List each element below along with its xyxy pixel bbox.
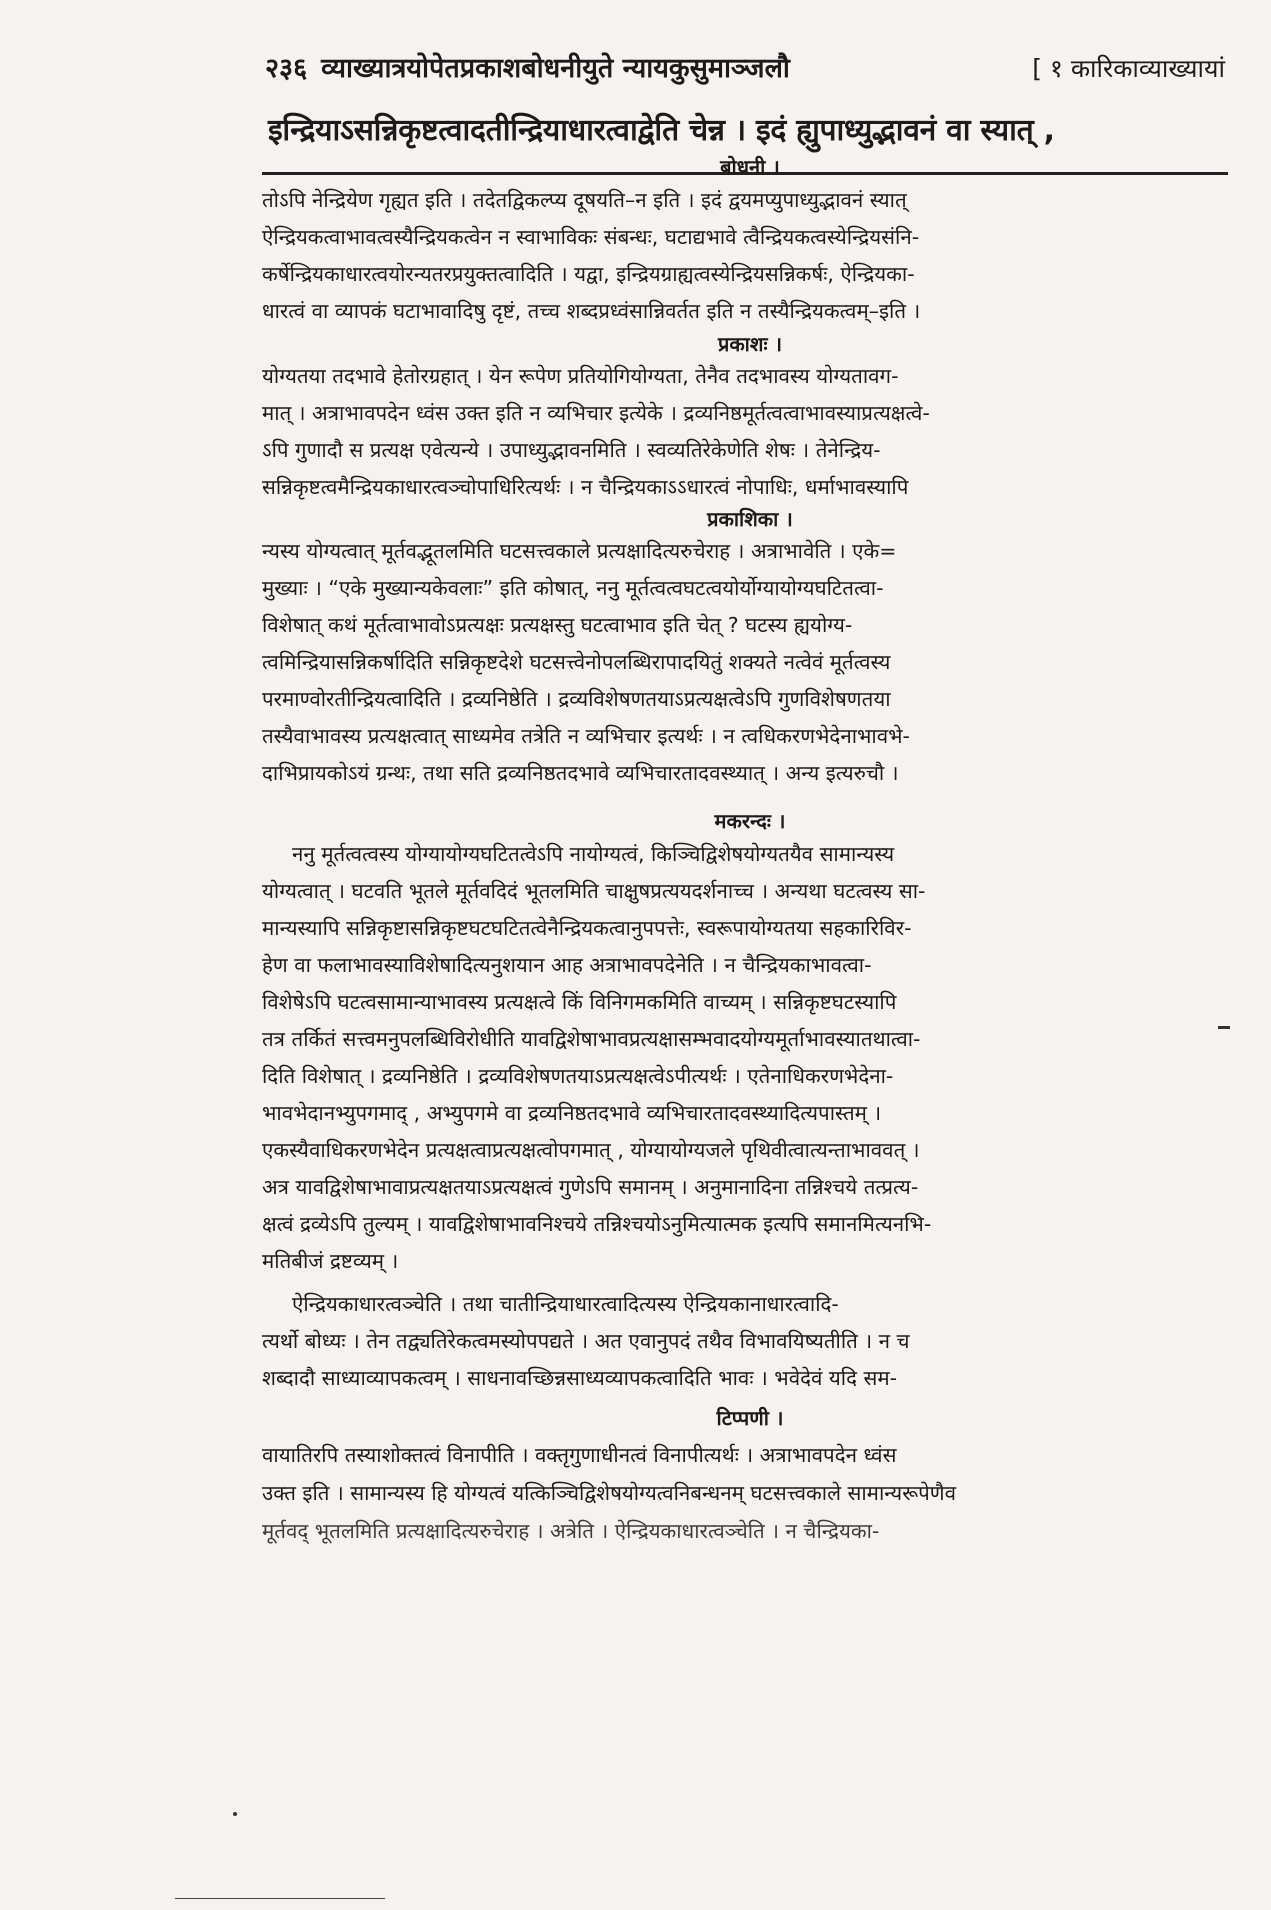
commentary-line: शब्दादौ साध्याव्यापकत्वम् । साधनावच्छिन्नसाध्यव्यापकत्वादिति भावः । भवेदेवं यदि सम-	[262, 1366, 898, 1390]
commentary-line: भावभेदानभ्युपगमाद् , अभ्युपगमे वा द्रव्यनिष्ठतदभावे व्यभिचारतादवस्थ्यादित्यपास्तम् ।	[262, 1101, 882, 1125]
commentary-line: विशेषात् कथं मूर्तत्वाभावोऽप्रत्यक्षः प्रत्यक्षस्तु घटत्वाभाव इति चेत् ? घटस्य ह्ययोग्य-	[262, 613, 853, 637]
commentary-line: सन्निकृष्टत्वमैन्द्रियकाधारत्वञ्चोपाधिरित्यर्थः । न चैन्द्रियकाऽऽधारत्वं नोपाधिः, धर्माभावस्यापि	[262, 475, 909, 499]
prakashika-commentary	[262, 533, 1222, 792]
commentary-line: उक्त इति । सामान्यस्य हि योग्यत्वं यत्किञ्चिद्विशेषयोग्यत्वनिबन्धनम् घटसत्त्वकाले सामान्यरूपेणैव	[262, 1481, 956, 1505]
commentary-line: ऽपि गुणादौ स प्रत्यक्ष एवेत्यन्ये । उपाध्युद्भावनमिति । स्वव्यतिरेकेणेति शेषः । तेनेन्द्रिय-	[262, 438, 881, 462]
makaranda-heading: मकरन्दः ।	[714, 809, 786, 833]
commentary-line: त्यर्थो बोध्यः । तेन तद्व्यतिरेकत्वमस्योपपद्यते । अत एवानुपदं तथैव विभावयिष्यतीति । न च	[262, 1329, 910, 1353]
margin-dot	[233, 1812, 237, 1816]
tippani-heading: टिप्पणी ।	[716, 1406, 784, 1430]
commentary-line: हेण वा फलाभावस्याविशेषादित्यनुशयान आह अत्राभावपदेनेति । न चैन्द्रियकाभावत्वा-	[262, 953, 872, 977]
section-reference: [ १ कारिकाव्याख्यायां	[1032, 54, 1225, 83]
makaranda-commentary	[262, 836, 1222, 1397]
commentary-line: योग्यतया तदभावे हेतोरग्रहात् । येन रूपेण प्रतियोगियोग्यता, तेनैव तदभावस्य योग्यतावग-	[262, 364, 899, 388]
commentary-line: एकस्यैवाधिकरणभेदेन प्रत्यक्षत्वाप्रत्यक्षत्वोपगमात् , योग्यायोग्यजले पृथिवीत्वात्यन्ताभाववत् ।	[262, 1138, 920, 1162]
page-header	[265, 48, 1225, 85]
commentary-line: मात् । अत्राभावपदेन ध्वंस उक्त इति न व्यभिचार इत्येके । द्रव्यनिष्ठमूर्तत्वत्वाभावस्याप्रत्यक्षत्वे-	[262, 401, 930, 425]
commentary-line: तोऽपि नेन्द्रियेण गृह्यत इति । तदेतद्विकल्प्य दूषयति–न इति । इदं द्वयमप्युपाध्युद्भावनं स्यात्	[262, 188, 907, 212]
commentary-line: तत्र तर्कितं सत्त्वमनुपलब्धिविरोधीति यावद्विशेषाभावप्रत्यक्षासम्भवादयोग्यमूर्ताभावस्यातथात्वा-	[262, 1027, 921, 1051]
commentary-line: तस्यैवाभावस्य प्रत्यक्षत्वात् साध्यमेव तत्रेति न व्यभिचार इत्यर्थः । न त्वधिकरणभेदेनाभावभे-	[262, 724, 910, 748]
commentary-line: क्षत्वं द्रव्येऽपि तुल्यम् । यावद्विशेषाभावनिश्चये तन्निश्चयोऽनुमित्यात्मक इत्यपि समानमित्यनभि-	[262, 1212, 932, 1236]
bodhani-commentary	[262, 182, 1222, 330]
commentary-line: ऐन्द्रियकाधारत्वञ्चेति । तथा चातीन्द्रियाधारत्वादित्यस्य ऐन्द्रियकानाधारत्वादि-	[292, 1292, 839, 1316]
margin-mark	[1218, 1026, 1230, 1029]
prakasha-heading: प्रकाशः ।	[717, 332, 783, 356]
running-title: व्याख्यात्रयोपेतप्रकाशबोधनीयुते न्यायकुसुमाञ्जलौ	[321, 53, 790, 84]
commentary-line: योग्यत्वात् । घटवति भूतले मूर्तवदिदं भूतलमिति चाक्षुषप्रत्ययदर्शनाच्च । अन्यथा घटत्वस्य सा-	[262, 879, 926, 903]
commentary-line: ऐन्द्रियकत्वाभावत्वस्यैन्द्रियकत्वेन न स्वाभाविकः संबन्धः, घटाद्यभावे त्वैन्द्रियकत्वस्येन्द्रियसंनि-	[262, 225, 920, 249]
prakasha-commentary	[262, 358, 1222, 506]
commentary-line: मूर्तवद् भूतलमिति प्रत्यक्षादित्यरुचेराह । अत्रेति । ऐन्द्रियकाधारत्वञ्चेति । न चैन्द्रियका-	[262, 1519, 880, 1543]
commentary-line: दिति विशेषात् । द्रव्यनिष्ठेति । द्रव्यविशेषणतयाऽप्रत्यक्षत्वेऽपीत्यर्थः । एतेनाधिकरणभेदेना-	[262, 1064, 894, 1088]
commentary-line: विशेषेऽपि घटत्वसामान्याभावस्य प्रत्यक्षत्वे किं विनिगमकमिति वाच्यम् । सन्निकृष्टघटस्यापि	[262, 990, 897, 1014]
commentary-line: कर्षेन्द्रियकाधारत्वयोरन्यतरप्रयुक्तत्वादिति । यद्वा, इन्द्रियग्राह्यत्वस्येन्द्रियसन्निकर्षः, ऐन्द्रियका-	[262, 262, 915, 286]
prakashika-heading: प्रकाशिका ।	[707, 507, 793, 531]
commentary-line: ननु मूर्तत्वत्वस्य योग्यायोग्यघटितत्वेऽपि नायोग्यत्वं, किञ्चिद्विशेषयोग्यतयैव सामान्यस्य	[292, 842, 895, 866]
commentary-line: धारत्वं वा व्यापकं घटाभावादिषु दृष्टं, तच्च शब्दप्रध्वंसान्निवर्तत इति न तस्यैन्द्रियकत्वम्–इति ।	[262, 299, 921, 323]
commentary-line: परमाण्वोरतीन्द्रियत्वादिति । द्रव्यनिष्ठेति । द्रव्यविशेषणतयाऽप्रत्यक्षत्वेऽपि गुणविशेषणतया	[262, 687, 891, 711]
page-number: २३६	[265, 53, 308, 84]
commentary-line: दाभिप्रायकोऽयं ग्रन्थः, तथा सति द्रव्यनिष्ठतदभावे व्यभिचारतादवस्थ्यात् । अन्य इत्यरुचौ ।	[262, 761, 899, 785]
commentary-line: अत्र यावद्विशेषाभावाप्रत्यक्षतयाऽप्रत्यक्षत्वं गुणेऽपि समानम् । अनुमानादिना तन्निश्चये तत्प्रत्य-	[262, 1175, 919, 1199]
commentary-line: मुख्याः । “एके मुख्यान्यकेवलाः” इति कोषात्, ननु मूर्तत्वत्वघटत्वयोर्योग्यायोग्यघटितत्वा-	[262, 576, 884, 600]
commentary-line: मतिबीजं द्रष्टव्यम् ।	[262, 1249, 399, 1273]
commentary-line: वायातिरपि तस्याशोक्तत्वं विनापीति । वक्तृगुणाधीनत्वं विनापीत्यर्थः । अत्राभावपदेन ध्वंस	[262, 1443, 897, 1467]
commentary-line: त्वमिन्द्रियासन्निकर्षादिति सन्निकृष्टदेशे घटसत्त्वेनोपलब्धिरापादयितुं शक्यते नत्वेवं मूर्तत्वस्य	[262, 650, 891, 674]
bodhani-heading: बोधनी ।	[720, 155, 780, 179]
mula-text-line: इन्द्रियाऽसन्निकृष्टत्वादतीन्द्रियाधारत्वाद्वेति चेन्न । इदं ह्युपाध्युद्भावनं वा स्यात् ,	[268, 113, 1055, 148]
footer-rule	[175, 1898, 385, 1899]
tippani-commentary	[262, 1436, 1222, 1550]
commentary-line: न्यस्य योग्यत्वात् मूर्तवद्भूतलमिति घटसत्त्वकाले प्रत्यक्षादित्यरुचेराह । अत्राभावेति । एके=	[262, 539, 897, 563]
commentary-line: मान्यस्यापि सन्निकृष्टासन्निकृष्टघटघटितत्वेनैन्द्रियकत्वानुपपत्तेः, स्वरूपायोग्यतया सहकारिविर-	[262, 916, 912, 940]
